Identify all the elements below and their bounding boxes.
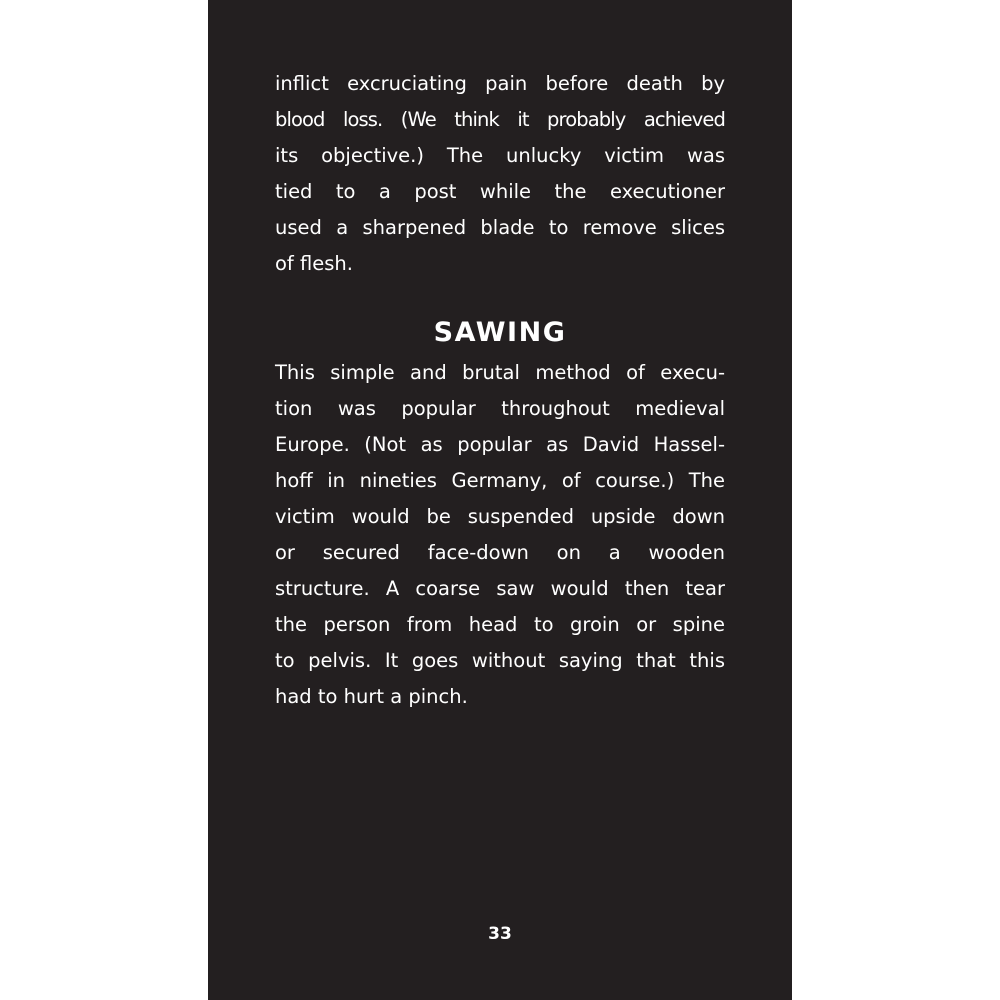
text-line: structure. A coarse saw would then tear: [275, 577, 725, 600]
text-line: or secured face-down on a wooden: [275, 541, 725, 564]
text-line: Europe. (Not as popular as David Hassel-: [275, 433, 725, 456]
text-line: This simple and brutal method of execu-: [275, 361, 725, 384]
text-line: to pelvis. It goes without saying that this: [275, 649, 725, 672]
text-line: blood loss. (We think it probably achieved: [275, 108, 725, 131]
text-line: tied to a post while the executioner: [275, 180, 725, 203]
text-line: the person from head to groin or spine: [275, 613, 725, 636]
book-page: [208, 0, 792, 1000]
text-line: its objective.) The unlucky victim was: [275, 144, 725, 167]
section-heading: SAWING: [433, 317, 567, 348]
text-line: inflict excruciating pain before death by: [275, 72, 725, 95]
page-number: 33: [488, 924, 512, 944]
text-line: tion was popular throughout medieval: [275, 397, 725, 420]
text-line: had to hurt a pinch.: [275, 685, 468, 708]
text-line: of flesh.: [275, 252, 353, 275]
text-line: victim would be suspended upside down: [275, 505, 725, 528]
text-line: used a sharpened blade to remove slices: [275, 216, 725, 239]
text-line: hoff in nineties Germany, of course.) The: [275, 469, 725, 492]
